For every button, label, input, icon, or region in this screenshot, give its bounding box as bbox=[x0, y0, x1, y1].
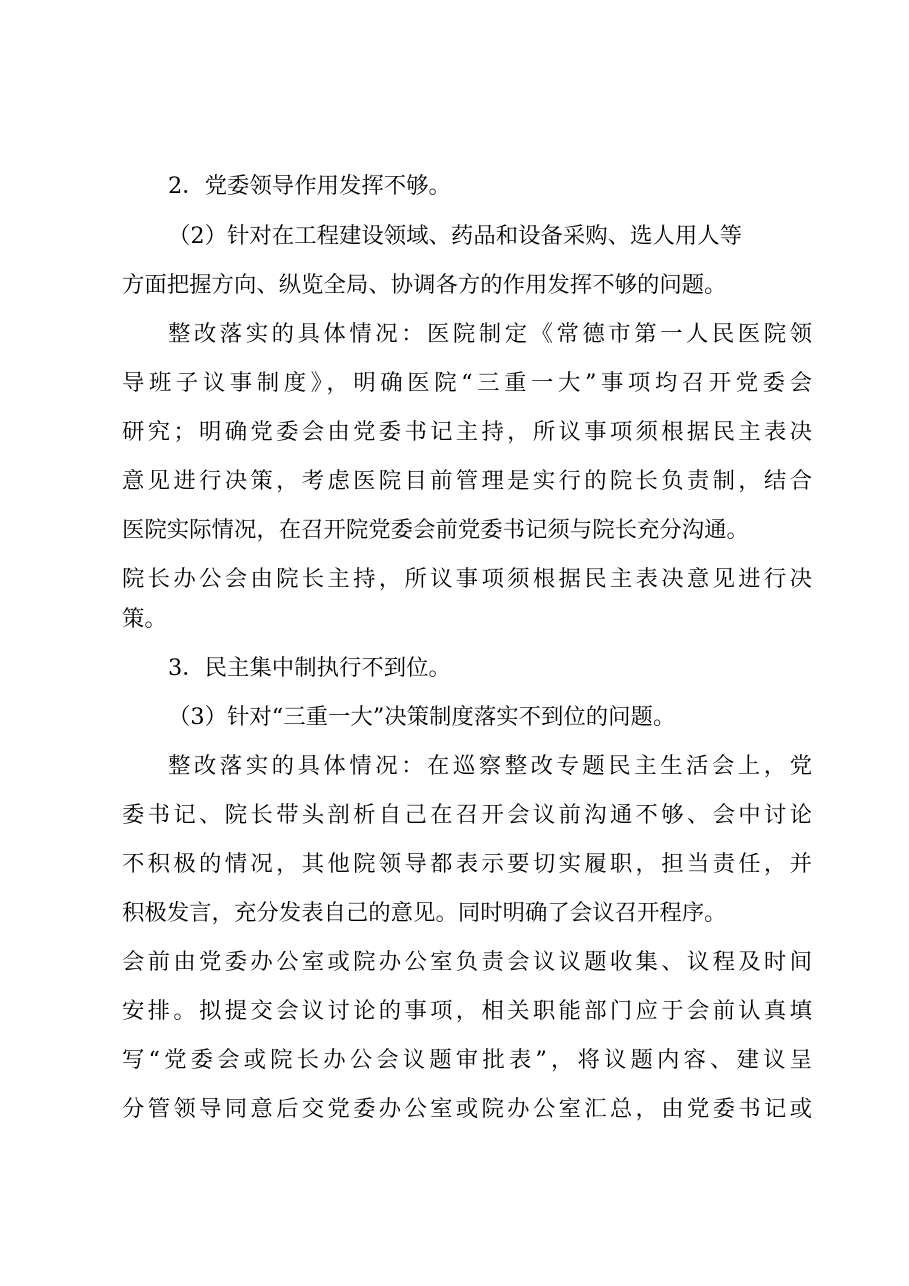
item-2: （2）针对在工程建设领域、药品和设备采购、选人用人等 bbox=[168, 223, 743, 249]
body-line: 意见进行决策，考虑医院目前管理是实行的院长负责制，结合 bbox=[122, 468, 812, 494]
body-line: 院长办公会由院长主持，所议事项须根据民主表决意见进行决 bbox=[122, 566, 812, 592]
body-line: 不积极的情况，其他院领导都表示要切实履职，担当责任，并 bbox=[122, 851, 812, 877]
body-line: 整改落实的具体情况：在巡察整改专题民主生活会上，党 bbox=[168, 753, 812, 779]
body-line: 会前由党委办公室或院办公室负责会议议题收集、议程及时间 bbox=[122, 949, 812, 975]
item-3: （3）针对“三重一大”决策制度落实不到位的问题。 bbox=[168, 704, 676, 730]
body-line: 委书记、院长带头剖析自己在召开会议前沟通不够、会中讨论 bbox=[122, 802, 812, 828]
heading-3: 3．民主集中制执行不到位。 bbox=[168, 655, 451, 681]
body-line: 导班子议事制度》，明确医院“三重一大”事项均召开党委会 bbox=[122, 370, 812, 396]
body-line: 研究；明确党委会由党委书记主持，所议事项须根据民主表决 bbox=[122, 419, 812, 445]
body-line: 策。 bbox=[122, 606, 167, 632]
body-line: 分管领导同意后交党委办公室或院办公室汇总，由党委书记或 bbox=[122, 1096, 812, 1122]
body-line: 方面把握方向、纵览全局、协调各方的作用发挥不够的问题。 bbox=[122, 272, 727, 298]
body-line: 写“党委会或院长办公会议题审批表”，将议题内容、建议呈 bbox=[122, 1047, 812, 1073]
body-line: 医院实际情况，在召开院党委会前党委书记须与院长充分沟通。 bbox=[122, 517, 749, 543]
heading-2: 2．党委领导作用发挥不够。 bbox=[168, 173, 451, 199]
body-line: 积极发言，充分发表自己的意见。同时明确了会议召开程序。 bbox=[122, 900, 727, 926]
body-line: 整改落实的具体情况：医院制定《常德市第一人民医院领 bbox=[168, 321, 812, 347]
body-line: 安排。拟提交会议讨论的事项，相关职能部门应于会前认真填 bbox=[122, 998, 812, 1024]
